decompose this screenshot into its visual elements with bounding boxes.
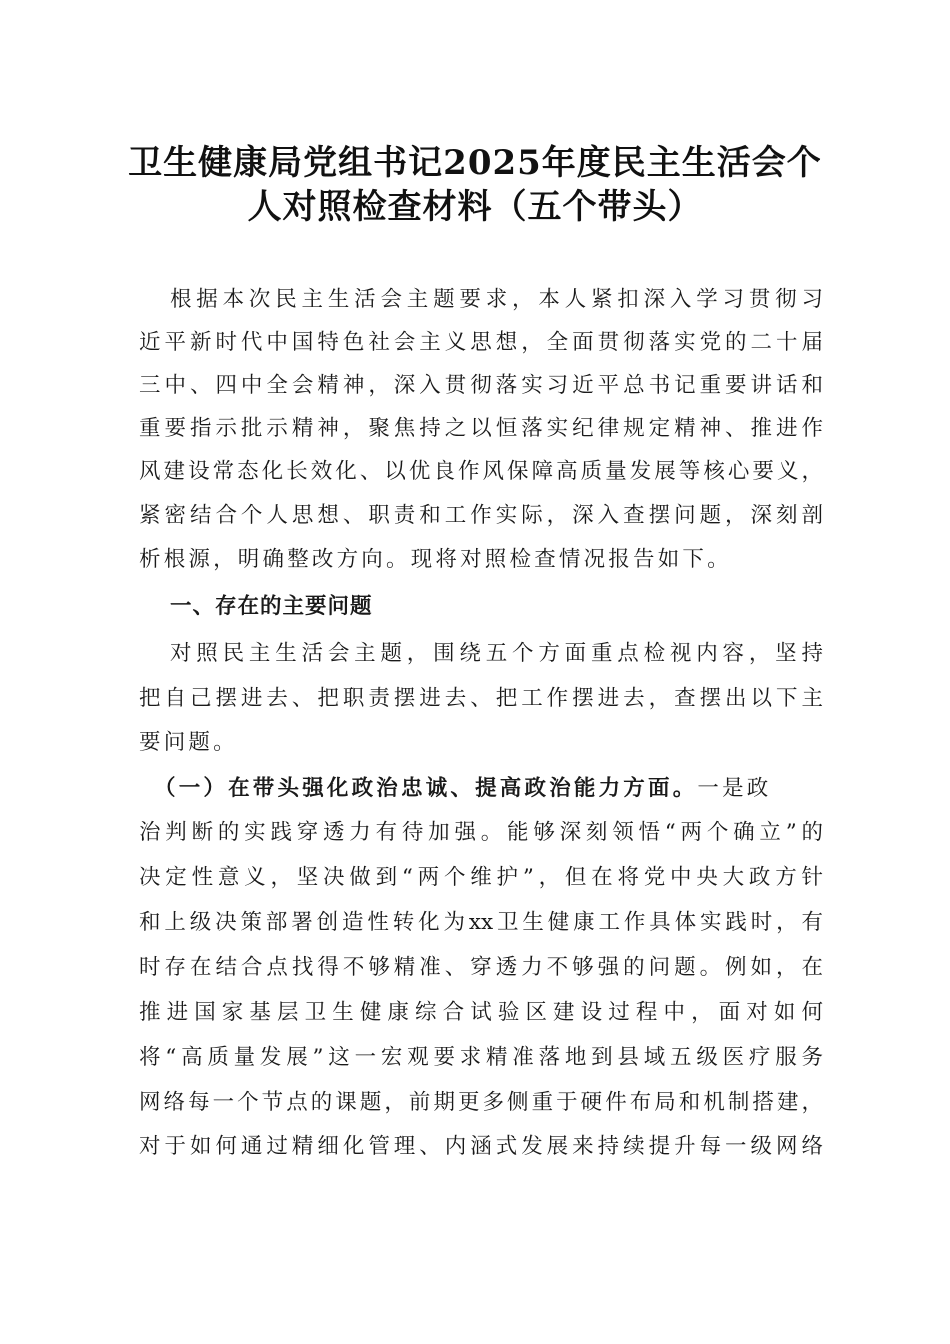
- subsection-line: 推进国家基层卫生健康综合试验区建设过程中，面对如何: [139, 1000, 823, 1025]
- intro-line: 三中、四中全会精神，深入贯彻落实习近平总书记重要讲话和: [139, 373, 823, 398]
- subsection-first-line: [154, 766, 823, 812]
- section-line: 把自己摆进去、把职责摆进去、把工作摆进去，查摆出以下主: [139, 686, 823, 711]
- subsection-line: 和上级决策部署创造性转化为xx卫生健康工作具体实践时，有: [139, 910, 823, 935]
- subsection-line: 时存在结合点找得不够精准、穿透力不够强的问题。例如，在: [139, 955, 823, 980]
- intro-line: 根据本次民主生活会主题要求，本人紧扣深入学习贯彻习: [170, 287, 823, 312]
- section-line: 要问题。: [139, 730, 238, 755]
- intro-line: 重要指示批示精神，聚焦持之以恒落实纪律规定精神、推进作: [139, 416, 823, 441]
- section-line: 对照民主生活会主题，围绕五个方面重点检视内容，坚持: [170, 641, 823, 666]
- subsection-line: 决定性意义，坚决做到“两个维护”，但在将党中央大政方针: [139, 865, 823, 890]
- intro-line: 紧密结合个人思想、职责和工作实际，深入查摆问题，深刻剖: [139, 503, 823, 528]
- subsection-line: 对于如何通过精细化管理、内涵式发展来持续提升每一级网络: [139, 1134, 823, 1159]
- subsection-line: 将“高质量发展”这一宏观要求精准落地到县域五级医疗服务: [139, 1045, 823, 1070]
- subsection-heading-tail: 一是政: [697, 776, 772, 801]
- subsection-heading: （一）在带头强化政治忠诚、提高政治能力方面。: [154, 776, 698, 801]
- section-heading: 一、存在的主要问题: [170, 594, 373, 619]
- document-title-line-2: 人对照检查材料（五个带头）: [247, 187, 703, 227]
- intro-line: 析根源，明确整改方向。现将对照检查情况报告如下。: [139, 547, 732, 572]
- subsection-line: 网络每一个节点的课题，前期更多侧重于硬件布局和机制搭建，: [139, 1090, 823, 1115]
- subsection-line: 治判断的实践穿透力有待加强。能够深刻领悟“两个确立”的: [139, 820, 823, 845]
- intro-line: 风建设常态化长效化、以优良作风保障高质量发展等核心要义，: [139, 459, 823, 484]
- intro-line: 近平新时代中国特色社会主义思想，全面贯彻落实党的二十届: [139, 330, 823, 355]
- document-title-line-1: 卫生健康局党组书记2025年度民主生活会个: [128, 143, 822, 183]
